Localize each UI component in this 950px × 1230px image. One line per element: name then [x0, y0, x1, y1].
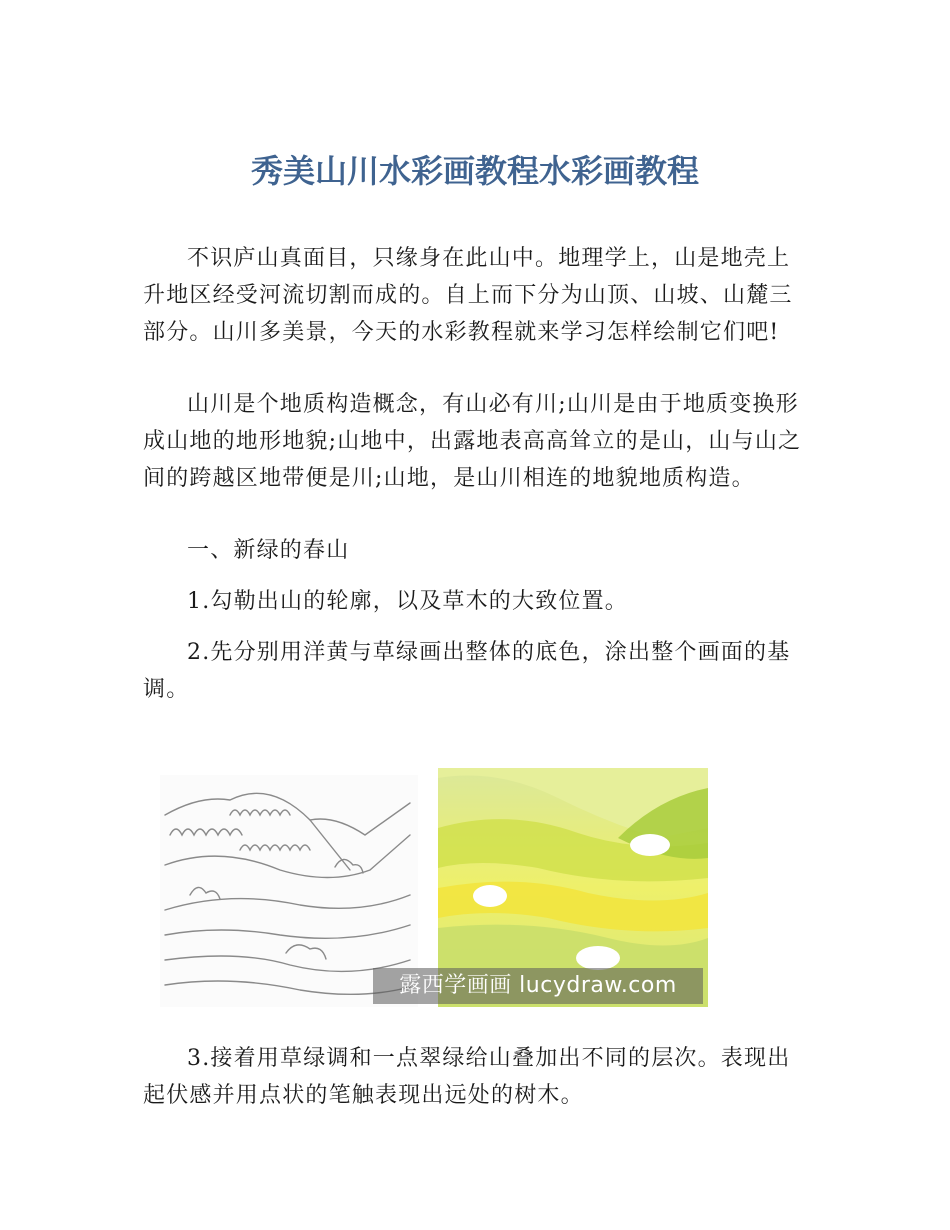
- step-2: 2.先分别用洋黄与草绿画出整体的底色，涂出整个画面的基调。: [143, 640, 791, 702]
- tutorial-figure: [160, 755, 708, 1007]
- watermark: 露西学画画 lucydraw.com: [373, 968, 703, 1004]
- step-3: 3.接着用草绿调和一点翠绿给山叠加出不同的层次。表现出起伏感并用点状的笔触表现出远处的树木。: [143, 1046, 791, 1108]
- step-1: 1.勾勒出山的轮廓，以及草木的大致位置。: [187, 589, 628, 614]
- intro-paragraph: 不识庐山真面目，只缘身在此山中。地理学上，山是地壳上升地区经受河流切割而成的。自上而下分为山顶、山坡、山麓三部分。山川多美景，今天的水彩教程就来学习怎样绘制它们吧!: [143, 246, 793, 345]
- definition-paragraph: 山川是个地质构造概念，有山必有川;山川是由于地质变换形成山地的地形地貌;山地中，出露地表高高耸立的是山，山与山之间的跨越区地带便是川;山地，是山川相连的地貌地质构造。: [143, 392, 802, 491]
- section-heading: 一、新绿的春山: [187, 538, 350, 563]
- page-title: 秀美山川水彩画教程水彩画教程: [250, 152, 699, 190]
